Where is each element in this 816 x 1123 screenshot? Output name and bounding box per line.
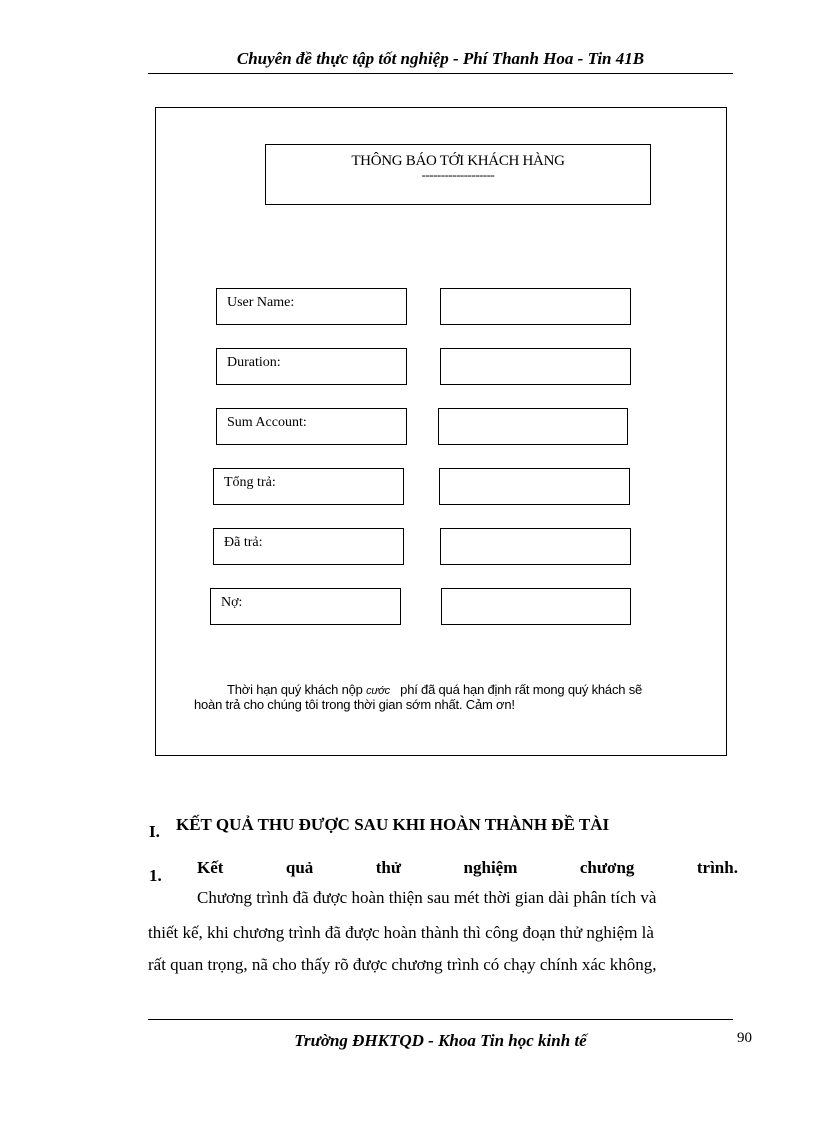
field-da-tra[interactable] xyxy=(440,528,631,565)
message-text: phí đã quá hạn định rất mong quý khách sẽ xyxy=(400,682,643,697)
paragraph-line: thiết kế, khi chương trình đã được hoàn thành thì công đoạn thử nghiệm là xyxy=(148,923,654,942)
notice-message xyxy=(194,683,724,712)
notice-title: THÔNG BÁO TỚI KHÁCH HÀNG xyxy=(351,153,565,169)
label-no: Nợ: xyxy=(210,588,401,625)
subsection-word: chương xyxy=(579,858,635,877)
notice-title-underline: ------------------- xyxy=(421,167,495,182)
subsection-word: quả xyxy=(285,858,314,877)
section-title: KẾT QUẢ THU ĐƯỢC SAU KHI HOÀN THÀNH ĐỀ TÀI xyxy=(176,815,610,834)
header-rule xyxy=(148,73,733,74)
subsection-title xyxy=(197,858,738,878)
message-cuoc: cước xyxy=(366,685,390,697)
field-user-name[interactable] xyxy=(440,288,631,325)
subsection-word: thử xyxy=(375,858,402,877)
label-user-name: User Name: xyxy=(216,288,407,325)
page-number: 90 xyxy=(737,1030,752,1046)
label-da-tra: Đã trả: xyxy=(213,528,404,565)
field-sum-account[interactable] xyxy=(438,408,628,445)
field-tong-tra[interactable] xyxy=(439,468,630,505)
page-footer: Trường ĐHKTQD - Khoa Tin học kinh tế xyxy=(294,1031,587,1050)
section-number: I. xyxy=(149,822,160,841)
field-duration[interactable] xyxy=(440,348,631,385)
label-sum-account: Sum Account: xyxy=(216,408,407,445)
label-tong-tra: Tổng trả: xyxy=(213,468,404,505)
subsection-word: trình. xyxy=(696,858,738,877)
subsection-word: nghiệm xyxy=(463,858,518,877)
paragraph-line: rất quan trọng, nã cho thấy rõ được chương trình có chạy chính xác không, xyxy=(148,955,657,974)
message-text: hoàn trả cho chúng tôi trong thời gian sớm nhất. Cảm ơn! xyxy=(194,697,515,712)
notice-title-box xyxy=(265,144,651,205)
field-no[interactable] xyxy=(441,588,631,625)
message-text: Thời hạn quý khách nộp xyxy=(227,682,363,697)
subsection-number: 1. xyxy=(149,866,162,885)
subsection-word: Kết xyxy=(197,858,224,877)
label-duration: Duration: xyxy=(216,348,407,385)
paragraph-line: Chương trình đã được hoàn thiện sau mét thời gian dài phân tích và xyxy=(197,888,657,907)
footer-rule xyxy=(148,1019,733,1020)
page-header-title: Chuyên đề thực tập tốt nghiệp - Phí Thanh Hoa - Tin 41B xyxy=(236,49,645,68)
